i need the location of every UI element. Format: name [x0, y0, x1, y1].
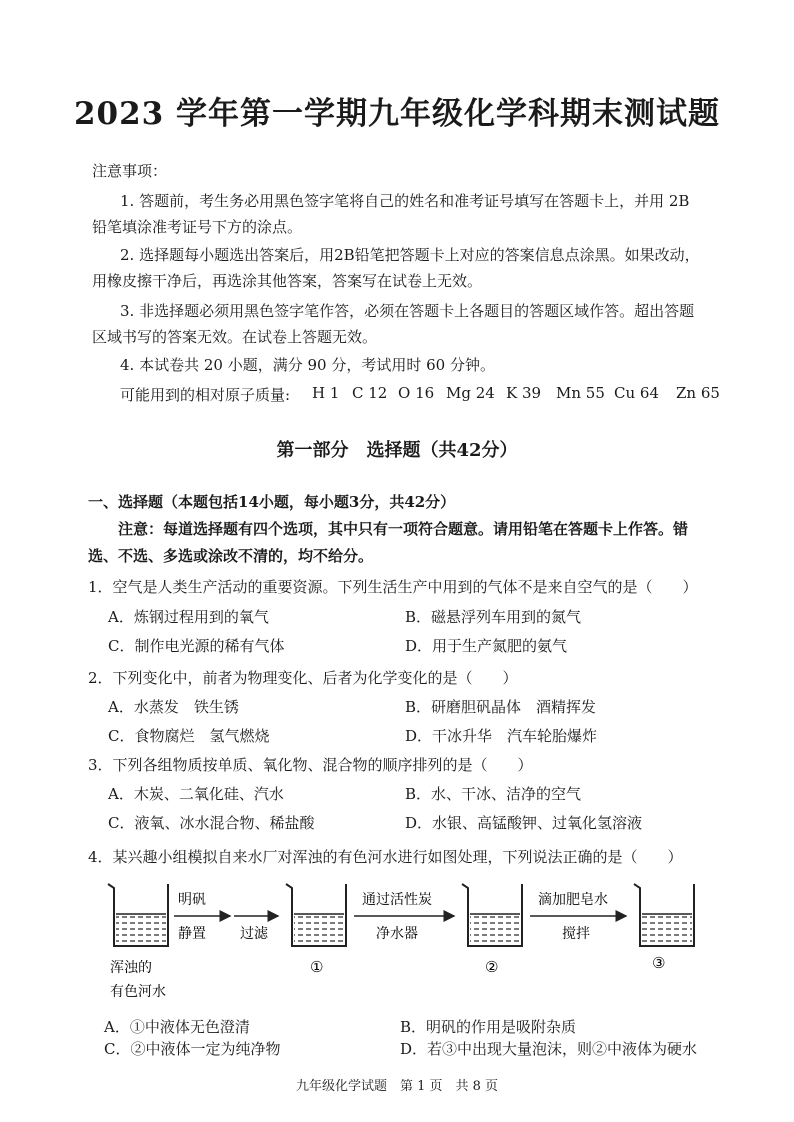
atomic-mass-label: 可能用到的相对原子质量: — [120, 386, 291, 404]
instruction-line2: 选、不选、多选或涂改不清的，均不给分。 — [88, 547, 374, 565]
notice-heading: 注意事项： — [92, 162, 168, 180]
label-2: ② — [485, 958, 499, 976]
step2-bottom: 净水器 — [376, 926, 418, 942]
page-footer: 九年级化学试题 第 1 页 共 8 页 — [295, 1079, 499, 1094]
question-2-option-b: B．研磨胆矾晶体 酒精挥发 — [405, 698, 597, 716]
question-1-option-d: D．用于生产氮肥的氨气 — [405, 637, 568, 655]
question-3-option-b: B．水、干冰、洁净的空气 — [405, 785, 582, 803]
step2-top: 通过活性炭 — [362, 892, 432, 908]
atomic-mass-0: H 1 — [312, 384, 340, 402]
question-4-stem: 4．某兴趣小组模拟自来水厂对浑浊的有色河水进行如图处理，下列说法正确的是（ ） — [88, 848, 683, 866]
question-1-option-c: C．制作电光源的稀有气体 — [108, 637, 285, 655]
atomic-mass-1: C 12 — [352, 384, 388, 402]
question-4-option-b: B．明矾的作用是吸附杂质 — [400, 1018, 577, 1036]
notice-item-3-line2: 区域书写的答案无效。在试卷上答题无效。 — [92, 328, 378, 346]
question-1-option-a: A．炼钢过程用到的氧气 — [108, 608, 269, 626]
notice-item-2-line2: 用橡皮擦干净后，再选涂其他答案，答案写在试卷上无效。 — [92, 272, 483, 290]
notice-item-3-line1: 3. 非选择题必须用黑色签字笔作答，必须在答题卡上各题目的答题区域作答。超出答题 — [120, 302, 695, 320]
question-4-option-c: C．②中液体一定为纯净物 — [104, 1040, 281, 1058]
step3-bottom: 搅拌 — [562, 926, 590, 942]
label-3: ③ — [652, 954, 666, 972]
question-1-option-b: B．磁悬浮列车用到的氮气 — [405, 608, 582, 626]
atomic-mass-7: Zn 65 — [676, 384, 720, 402]
question-2-option-c: C．食物腐烂 氢气燃烧 — [108, 727, 270, 745]
source-label-line1: 浑浊的 — [110, 960, 152, 976]
instruction-line1: 注意：每道选择题有四个选项，其中只有一项符合题意。请用铅笔在答题卡上作答。错 — [118, 520, 689, 538]
step1-top-line2: 静置 — [178, 926, 206, 942]
atomic-mass-5: Mn 55 — [556, 384, 605, 402]
page-title: 2023 学年第一学期九年级化学科期末测试题 — [73, 96, 721, 132]
label-1: ① — [310, 958, 324, 976]
question-2-stem: 2．下列变化中，前者为物理变化、后者为化学变化的是（ ） — [88, 669, 518, 687]
question-1-stem: 1．空气是人类生产活动的重要资源。下列生活生产中用到的气体不是来自空气的是（ ） — [88, 578, 698, 596]
atomic-mass-4: K 39 — [506, 384, 542, 402]
beaker-source — [108, 884, 168, 946]
beaker-1 — [286, 884, 346, 946]
question-3-stem: 3．下列各组物质按单质、氧化物、混合物的顺序排列的是（ ） — [88, 756, 533, 774]
atomic-mass-3: Mg 24 — [446, 384, 495, 402]
step1-top-line1: 明矾 — [178, 892, 206, 908]
question-4-option-d: D．若③中出现大量泡沫，则②中液体为硬水 — [400, 1040, 698, 1058]
question-3-option-c: C．液氧、冰水混合物、稀盐酸 — [108, 814, 315, 832]
question-3-option-d: D．水银、高锰酸钾、过氧化氢溶液 — [405, 814, 643, 832]
notice-item-1-line1: 1. 答题前，考生务必用黑色签字笔将自己的姓名和准考证号填写在答题卡上，并用 2B — [120, 192, 690, 210]
atomic-mass-2: O 16 — [398, 384, 435, 402]
source-label-line2: 有色河水 — [110, 984, 166, 1000]
notice-item-1-line2: 铅笔填涂准考证号下方的涂点。 — [92, 218, 303, 236]
atomic-mass-6: Cu 64 — [614, 384, 659, 402]
beaker-2 — [462, 884, 522, 946]
step1-bottom: 过滤 — [240, 926, 268, 942]
notice-item-2-line1: 2. 选择题每小题选出答案后，用2B铅笔把答题卡上对应的答案信息点涂黑。如果改动， — [120, 246, 700, 264]
question-3-option-a: A．木炭、二氧化硅、汽水 — [108, 785, 284, 803]
question-4-option-a: A．①中液体无色澄清 — [104, 1018, 250, 1036]
beaker-3 — [634, 884, 694, 946]
step3-top: 滴加肥皂水 — [538, 892, 608, 908]
water-treatment-diagram — [90, 872, 710, 1012]
notice-item-4: 4. 本试卷共 20 小题，满分 90 分，考试用时 60 分钟。 — [120, 356, 495, 374]
question-2-option-d: D．干冰升华 汽车轮胎爆炸 — [405, 727, 598, 745]
section-heading: 一、选择题（本题包括14小题，每小题3分，共42分） — [88, 493, 456, 511]
question-2-option-a: A．水蒸发 铁生锈 — [108, 698, 239, 716]
part1-title: 第一部分 选择题（共42分） — [276, 440, 518, 461]
